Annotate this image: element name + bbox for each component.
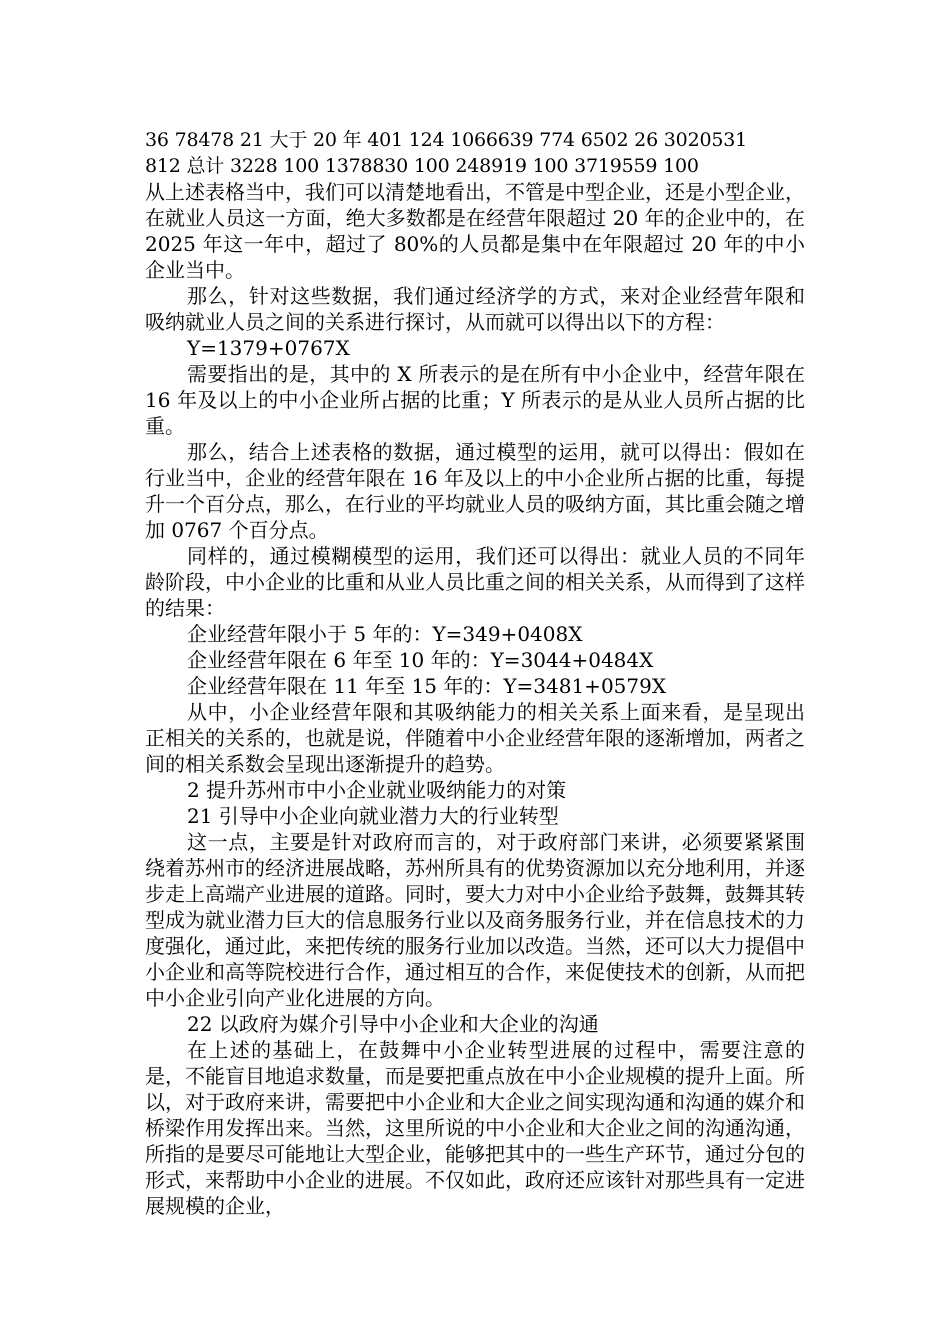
section-heading-2: 2 提升苏州市中小企业就业吸纳能力的对策 xyxy=(187,778,567,802)
equation-main: Y=1379+0767X xyxy=(187,336,350,360)
paragraph-correlation-conclusion: 从中，小企业经营年限和其吸纳能力的相关关系上面来看，是呈现出正相关的关系的，也就是说，伴随着中小企业经营年限的逐渐增加，两者之间的相关系数会呈现出逐渐提升的趋势。 xyxy=(145,700,805,776)
paragraph-variable-definition: 需要指出的是，其中的 X 所表示的是在所有中小企业中，经营年限在 16 年及以上的中小企业所占据的比重；Y 所表示的是从业人员所占据的比重。 xyxy=(145,362,805,438)
paragraph-government-mediation: 在上述的基础上，在鼓舞中小企业转型进展的过程中，需要注意的是，不能盲目地追求数量，而是要把重点放在中小企业规模的提升上面。所以，对于政府来讲，需要把中小企业和大企业之间实现沟通和沟通的媒介和桥梁作用发挥出来。当然，这里所说的中小企业和大企业之间的沟通沟通，所指的是要尽可能地让大型企业，能够把其中的一些生产环节，通过分包的形式，来帮助中小企业的进展。不仅如此，政府还应该针对那些具有一定进展规模的企业， xyxy=(145,1038,805,1218)
paragraph-model-result: 那么，结合上述表格的数据，通过模型的运用，就可以得出：假如在行业当中，企业的经营年限在 16 年及以上的中小企业所占据的比重，每提升一个百分点，那么，在行业的平均就业人员的吸纳方面，其比重会随之增加 0767 个百分点。 xyxy=(145,440,805,542)
paragraph-fuzzy-model: 同样的，通过模糊模型的运用，我们还可以得出：就业人员的不同年龄阶段，中小企业的比重和从业人员比重之间的相关关系，从而得到了这样的结果： xyxy=(145,544,805,620)
paragraph-method-intro: 那么，针对这些数据，我们通过经济学的方式，来对企业经营年限和吸纳就业人员之间的关系进行探讨，从而就可以得出以下的方程： xyxy=(145,284,805,334)
subsection-heading-22: 22 以政府为媒介引导中小企业和大企业的沟通 xyxy=(187,1012,599,1036)
table-tail-line-2: 812 总计 3228 100 1378830 100 248919 100 3719559 100 xyxy=(145,155,699,177)
equation-11-to-15-years: 企业经营年限在 11 年至 15 年的：Y=3481+0579X xyxy=(187,674,667,698)
equation-6-to-10-years: 企业经营年限在 6 年至 10 年的：Y=3044+0484X xyxy=(187,648,654,672)
paragraph-table-summary: 从上述表格当中，我们可以清楚地看出，不管是中型企业，还是小型企业，在就业人员这一方面，绝大多数都是在经营年限超过 20 年的企业中的，在 2025 年这一年中，超过了 80%的人员都是集中在年限超过 20 年的中小企业当中。 xyxy=(145,180,805,282)
equation-under-5-years: 企业经营年限小于 5 年的：Y=349+0408X xyxy=(187,622,583,646)
table-tail-line-1: 36 78478 21 大于 20 年 401 124 1066639 774 6502 26 3020531 xyxy=(145,129,748,151)
document-body xyxy=(145,127,805,1219)
subsection-heading-21: 21 引导中小企业向就业潜力大的行业转型 xyxy=(187,804,559,828)
paragraph-industry-transformation: 这一点，主要是针对政府而言的，对于政府部门来讲，必须要紧紧围绕着苏州市的经济进展战略，苏州所具有的优势资源加以充分地利用，并逐步走上高端产业进展的道路。同时，要大力对中小企业给予鼓舞，鼓舞其转型成为就业潜力巨大的信息服务行业以及商务服务行业，并在信息技术的力度强化，通过此，来把传统的服务行业加以改造。当然，还可以大力提倡中小企业和高等院校进行合作，通过相互的合作，来促使技术的创新，从而把中小企业引向产业化进展的方向。 xyxy=(145,830,805,1010)
